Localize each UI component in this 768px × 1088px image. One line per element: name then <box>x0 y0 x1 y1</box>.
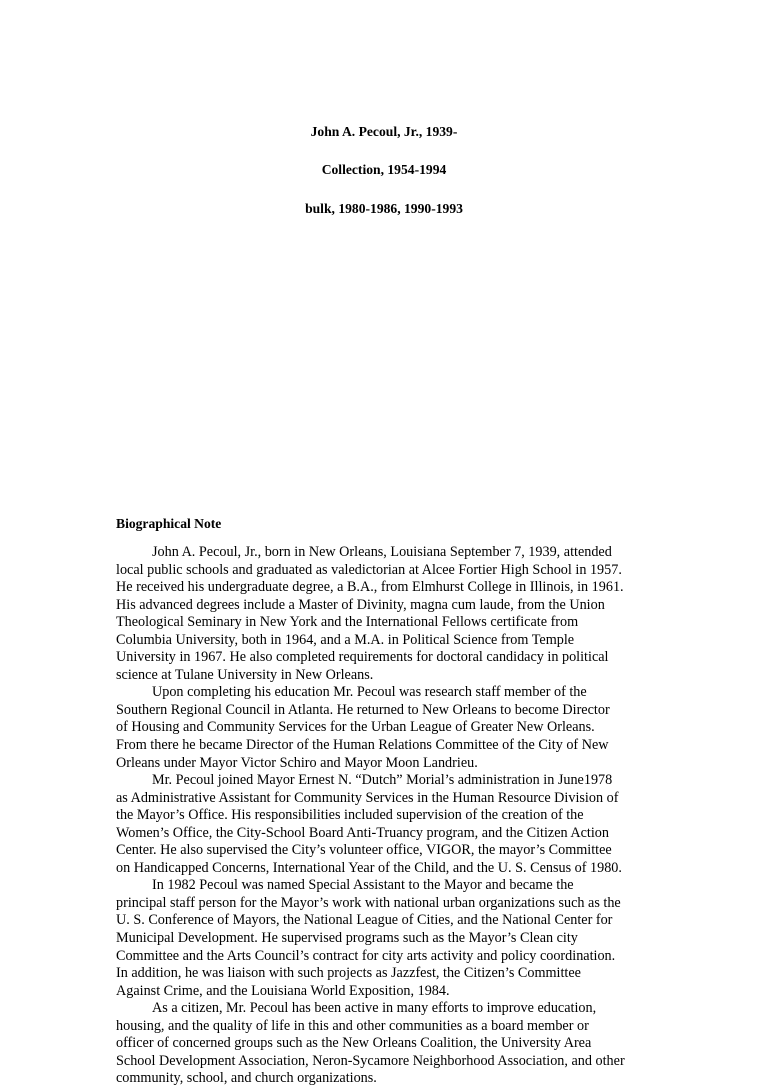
paragraph-line: As a citizen, Mr. Pecoul has been active in many efforts to improve education, <box>152 1000 597 1017</box>
section-heading: Biographical Note <box>116 516 222 531</box>
paragraph-line: His advanced degrees include a Master of Divinity, magna cum laude, from the Union <box>116 596 605 613</box>
collection-dates-title: Collection, 1954-1994 <box>321 162 447 177</box>
paragraph-line: Center. He also supervised the City’s volunteer office, VIGOR, the mayor’s Committee <box>116 842 612 859</box>
paragraph-line: Columbia University, both in 1964, and a M.A. in Political Science from Temple <box>116 631 575 648</box>
paragraph-line: Upon completing his education Mr. Pecoul was research staff member of the <box>152 684 587 701</box>
paragraph-line: community, school, and church organizations. <box>116 1070 377 1087</box>
paragraph-line: on Handicapped Concerns, International Year of the Child, and the U. S. Census of 1980. <box>116 859 622 876</box>
paragraph-line: John A. Pecoul, Jr., born in New Orleans, Louisiana September 7, 1939, attended <box>152 544 612 560</box>
paragraph-line: the Mayor’s Office. His responsibilities included supervision of the creation of the <box>116 807 584 824</box>
paragraph-line: local public schools and graduated as valedictorian at Alcee Fortier High School in 1957. <box>116 561 622 578</box>
paragraph-line: science at Tulane University in New Orleans. <box>116 666 374 683</box>
paragraph-line: Municipal Development. He supervised programs such as the Mayor’s Clean city <box>116 930 578 947</box>
paragraph-line: He received his undergraduate degree, a B.A., from Elmhurst College in Illinois, in 1961. <box>116 579 624 596</box>
paragraph-line: Committee and the Arts Council’s contract for city arts activity and policy coordination. <box>116 947 616 964</box>
collection-name-title: John A. Pecoul, Jr., 1939- <box>310 124 458 139</box>
paragraph-line: as Administrative Assistant for Community Services in the Human Resource Division of <box>116 789 619 806</box>
paragraph-line: From there he became Director of the Human Relations Committee of the City of New <box>116 737 609 754</box>
paragraph-line: Orleans under Mayor Victor Schiro and Mayor Moon Landrieu. <box>116 754 478 771</box>
paragraph-line: Mr. Pecoul joined Mayor Ernest N. “Dutch” Morial’s administration in June1978 <box>152 772 613 789</box>
paragraph-line: of Housing and Community Services for the Urban League of Greater New Orleans. <box>116 719 595 736</box>
paragraph-line: University in 1967. He also completed requirements for doctoral candidacy in political <box>116 649 609 666</box>
paragraph-line: In addition, he was liaison with such projects as Jazzfest, the Citizen’s Committee <box>116 965 581 982</box>
paragraph-line: officer of concerned groups such as the New Orleans Coalition, the University Area <box>116 1035 592 1052</box>
biographical-note-body <box>116 544 676 1088</box>
paragraph-line: principal staff person for the Mayor’s work with national urban organizations such as the <box>116 894 621 911</box>
paragraph-line: School Development Association, Neron-Sycamore Neighborhood Association, and other <box>116 1052 625 1069</box>
paragraph-line: Southern Regional Council in Atlanta. He returned to New Orleans to become Director <box>116 701 610 718</box>
paragraph-line: housing, and the quality of life in this and other communities as a board member or <box>116 1017 589 1034</box>
paragraph-line: U. S. Conference of Mayors, the National League of Cities, and the National Center for <box>116 912 613 929</box>
paragraph-line: Theological Seminary in New York and the International Fellows certificate from <box>116 614 579 631</box>
paragraph-line: Women’s Office, the City-School Board Anti-Truancy program, and the Citizen Action <box>116 824 609 841</box>
paragraph-line: Against Crime, and the Louisiana World Exposition, 1984. <box>116 982 450 999</box>
bulk-dates-title: bulk, 1980-1986, 1990-1993 <box>305 201 463 216</box>
paragraph-line: In 1982 Pecoul was named Special Assistant to the Mayor and became the <box>152 877 574 894</box>
